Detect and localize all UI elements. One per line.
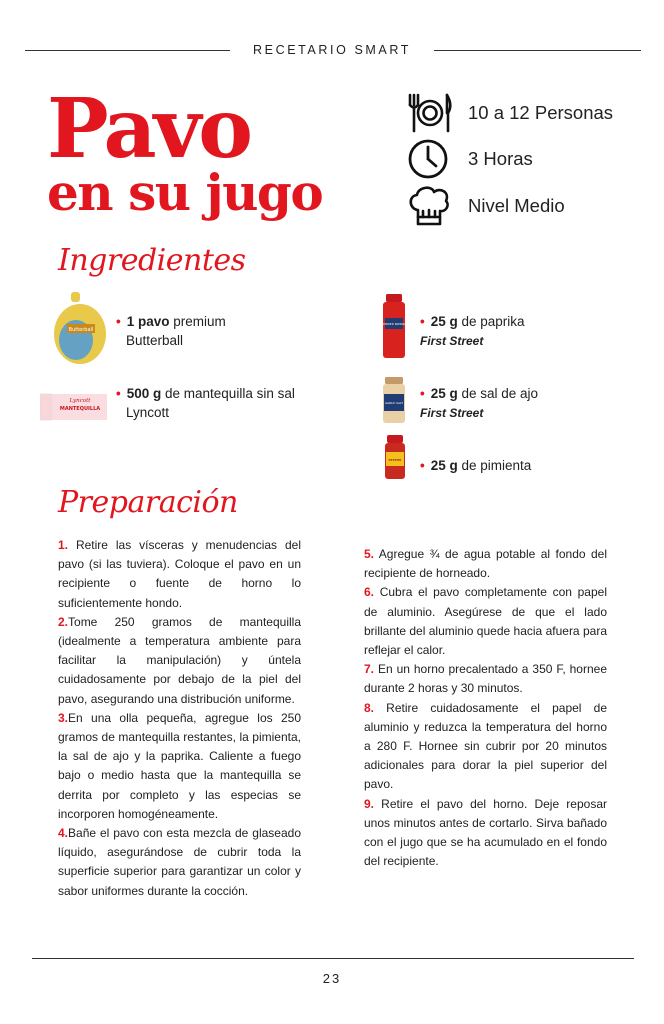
ingredient-desc: premium [169, 314, 226, 329]
ingredient-desc: de sal de ajo [457, 386, 539, 401]
garlic-salt-product-image [382, 377, 406, 423]
info-servings [405, 91, 613, 135]
paprika-label: SMOKED PAPRIKA [382, 322, 406, 326]
step-number: 9. [364, 796, 375, 811]
ingredient-pepper [420, 456, 620, 475]
ingredient-turkey [116, 312, 316, 350]
step-item [364, 545, 607, 583]
garlic-label: GARLIC SALT [385, 401, 403, 405]
step-number: 2. [58, 614, 69, 629]
ingredient-qty: 500 g [126, 386, 162, 401]
step-text: Retire el pavo del horno. Deje reposar unos minutos antes de cortarlo. Sirva bañado con el jugo que se ha acumulado en el fondo del recipiente. [364, 796, 607, 869]
footer-rule [32, 958, 634, 959]
step-number: 6. [364, 585, 375, 600]
step-item [364, 795, 607, 872]
ingredient-bullet: • [116, 314, 121, 329]
turkey-brand-label: Butterball [68, 327, 94, 333]
ingredient-butter [116, 384, 336, 422]
info-level [405, 184, 565, 228]
pepper-label: PEPPER [388, 458, 402, 462]
ingredient-desc: de mantequilla sin sal [161, 386, 295, 401]
ingredient-bullet: • [420, 386, 425, 401]
step-item [364, 660, 607, 698]
steps-column-left [58, 536, 301, 901]
butter-brand-label: Lyncott [69, 398, 91, 404]
ingredients-heading: Ingredientes [58, 243, 246, 278]
plate-cutlery-icon [405, 91, 455, 135]
chef-hat-icon [405, 184, 455, 228]
step-text: Tome 250 gramos de mantequilla (idealmente a temperatura ambiente para facilitar la manipulación) y úntela cuidadosamente por debajo de la piel del pavo, asegurando una distribución uniforme. [58, 614, 301, 706]
step-item [58, 709, 301, 824]
butter-product-image [40, 392, 108, 422]
step-item [58, 536, 301, 613]
step-text: Agregue ¾ de agua potable al fondo del recipiente de horneado. [364, 547, 607, 581]
ingredient-brand: First Street [420, 334, 484, 348]
step-number: 3. [58, 710, 69, 725]
step-item [58, 824, 301, 901]
step-text: Bañe el pavo con esta mezcla de glaseado líquido, asegurándose de cubrir toda la superficie superior para garantizar un color y sabor uniformes durante la cocción. [58, 826, 301, 898]
ingredient-bullet: • [116, 386, 121, 401]
ingredient-desc-2: Lyncott [126, 405, 170, 420]
title-line-1: Pavo [47, 81, 250, 177]
page-number: 23 [322, 971, 342, 986]
info-time [405, 137, 533, 181]
clock-icon [405, 137, 455, 181]
paprika-product-image [382, 294, 406, 358]
step-item [364, 583, 607, 660]
ingredient-desc: de pimienta [457, 458, 532, 473]
ingredient-desc: de paprika [457, 314, 525, 329]
time-text: 3 Horas [468, 148, 533, 169]
step-number: 8. [364, 700, 375, 715]
recipe-title [47, 81, 323, 222]
step-number: 5. [364, 547, 375, 561]
turkey-product-image [50, 290, 110, 366]
step-text: Cubra el pavo completamente con papel de aluminio. Asegúrese de que el lado brillante del aluminio quede hacia afuera para reflejar el calor. [364, 585, 607, 658]
ingredient-qty: 25 g [430, 314, 458, 329]
ingredient-desc-2: Butterball [126, 333, 184, 348]
step-number: 4. [58, 826, 69, 841]
step-item [364, 699, 607, 795]
step-number: 7. [364, 662, 375, 677]
ingredient-bullet: • [420, 314, 425, 329]
step-text: Retire cuidadosamente el papel de aluminio y reduzca la temperatura del horno a 280 F. Hornee sin cubrir por 20 minutos adicionales para dorar la piel superior del pavo. [364, 700, 607, 792]
step-number: 1. [58, 538, 69, 552]
ingredient-brand: First Street [420, 406, 484, 420]
step-text: En una olla pequeña, agregue los 250 gramos de mantequilla restantes, la pimienta, la sal de ajo y la paprika. Caliente a fuego bajo o medio hasta que la mantequilla se derrita por completo y las especias se incorporen homogéneamente. [58, 710, 301, 821]
ingredient-qty: 25 g [430, 386, 458, 401]
title-line-2: en su jugo [47, 163, 323, 222]
ingredient-garlic-salt [420, 384, 620, 423]
ingredient-qty: 1 pavo [126, 314, 170, 329]
header-label: RECETARIO SMART [253, 43, 411, 57]
preparation-heading: Preparación [58, 485, 238, 520]
step-text: Retire las vísceras y menudencias del pavo (si las tuviera). Coloque el pavo en un recipiente o fuente de horno lo suficientemente hondo. [58, 538, 301, 610]
servings-text: 10 a 12 Personas [468, 102, 614, 123]
step-text: En un horno precalentado a 350 F, hornee durante 2 horas y 30 minutos. [364, 662, 607, 696]
pepper-product-image [384, 435, 406, 479]
steps-column-right [364, 545, 607, 871]
step-item [58, 613, 301, 709]
level-text: Nivel Medio [468, 195, 565, 216]
ingredient-qty: 25 g [430, 458, 458, 473]
ingredient-paprika [420, 312, 620, 351]
ingredient-bullet: • [420, 458, 425, 473]
butter-name-label: MANTEQUILLA [59, 406, 101, 412]
